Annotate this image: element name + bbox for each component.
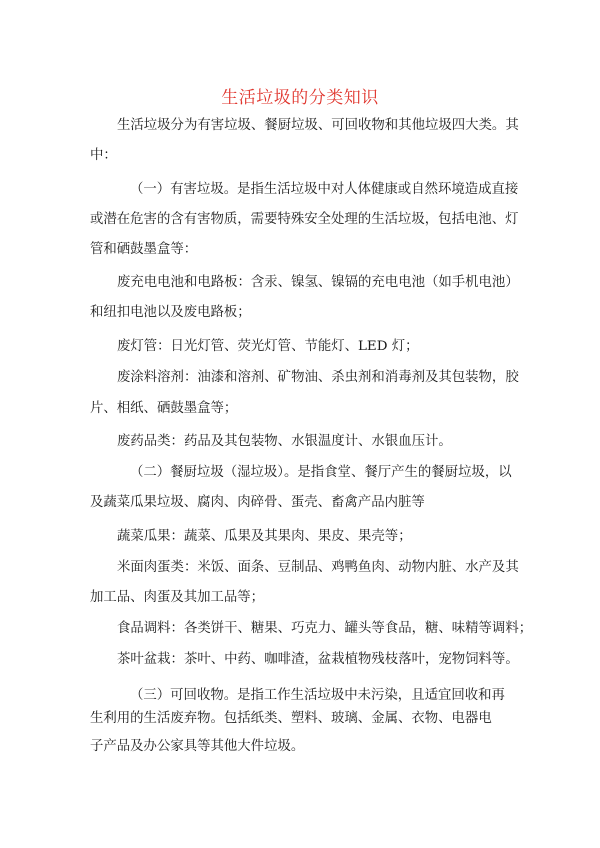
paragraph-line: 生活垃圾分为有害垃圾、餐厨垃圾、可回收物和其他垃圾四大类。其 [117, 118, 519, 133]
paragraph-line: （三）可回收物。是指工作生活垃圾中未污染，且适宜回收和再 [130, 688, 505, 703]
paragraph-line: 废充电电池和电路板：含汞、镍氢、镍镉的充电电池（如手机电池） [117, 275, 519, 290]
paragraph-line: 或潜在危害的含有害物质，需要特殊安全处理的生活垃圾，包括电池、灯 [90, 212, 519, 227]
paragraph-line: 废涂料溶剂：油漆和溶剂、矿物油、杀虫剂和消毒剂及其包装物，胶 [117, 370, 519, 385]
page-title: 生活垃圾的分类知识 [221, 88, 379, 108]
paragraph-line: 废药品类：药品及其包装物、水银温度计、水银血压计。 [117, 434, 452, 449]
paragraph-line: 管和硒鼓墨盒等： [90, 242, 198, 257]
paragraph-line: 茶叶盆栽：茶叶、中药、咖啡渣，盆栽植物残枝落叶，宠物饲料等。 [117, 652, 519, 667]
paragraph-line: 子产品及办公家具等其他大件垃圾。 [90, 739, 305, 754]
paragraph-line: 及蔬菜瓜果垃圾、腐肉、肉碎骨、蛋壳、畜禽产品内脏等 [90, 495, 425, 510]
paragraph-line: 中： [90, 148, 117, 163]
paragraph-line: 废灯管：日光灯管、荧光灯管、节能灯、LED 灯； [117, 339, 419, 354]
paragraph-line: 食品调料：各类饼干、糖果、巧克力、罐头等食品，糖、味精等调料； [117, 621, 533, 636]
paragraph-line: （二）餐厨垃圾（湿垃圾）。是指食堂、餐厅产生的餐厨垃圾，以 [130, 465, 512, 480]
paragraph-line: 和纽扣电池以及废电路板； [90, 305, 251, 320]
paragraph-line: 片、相纸、硒鼓墨盒等； [90, 401, 238, 416]
paragraph-line: （一）有害垃圾。是指生活垃圾中对人体健康或自然环境造成直接 [130, 182, 519, 197]
paragraph-line: 蔬菜瓜果：蔬菜、瓜果及其果肉、果皮、果壳等； [117, 529, 412, 544]
paragraph-line: 生利用的生活废弃物。包括纸类、塑料、玻璃、金属、衣物、电器电 [90, 711, 492, 726]
paragraph-line: 米面肉蛋类：米饭、面条、豆制品、鸡鸭鱼肉、动物内脏、水产及其 [117, 560, 519, 575]
paragraph-line: 加工品、肉蛋及其加工品等； [90, 590, 265, 605]
